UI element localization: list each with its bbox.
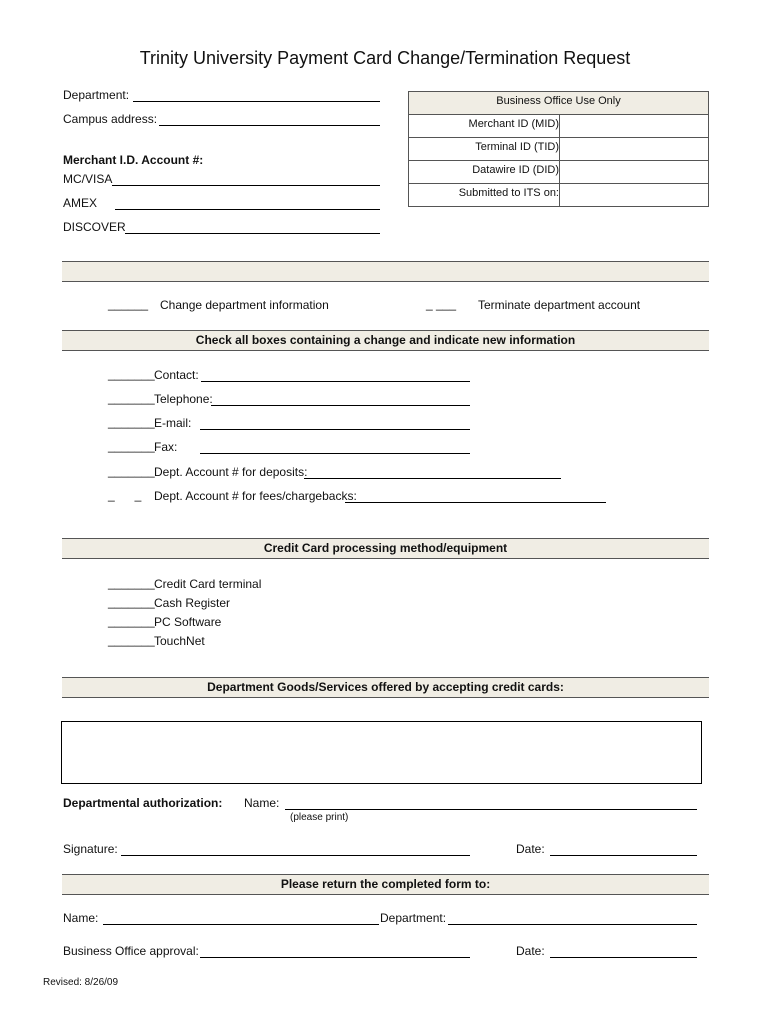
telephone-field[interactable] bbox=[211, 405, 470, 406]
email-prefix[interactable]: _______ bbox=[108, 415, 155, 429]
terminate-blank[interactable]: _ ___ bbox=[426, 297, 457, 311]
cash-register-prefix[interactable]: _______ bbox=[108, 595, 155, 609]
bo-label-its: Submitted to ITS on: bbox=[458, 187, 559, 199]
approval-label: Business Office approval: bbox=[63, 944, 199, 958]
bo-cell-its[interactable] bbox=[559, 183, 708, 206]
campus-address-field[interactable] bbox=[159, 125, 380, 126]
fax-prefix[interactable]: _______ bbox=[108, 439, 155, 453]
bo-cell-did[interactable] bbox=[559, 160, 708, 183]
signature-label: Signature: bbox=[63, 842, 118, 856]
change-blank[interactable]: ______ bbox=[108, 297, 149, 311]
change-label: Change department information bbox=[160, 298, 329, 312]
pc-software-prefix[interactable]: _______ bbox=[108, 614, 155, 628]
business-office-heading: Business Office Use Only bbox=[409, 92, 708, 115]
return-date-label: Date: bbox=[516, 944, 545, 958]
bo-label-tid: Terminal ID (TID) bbox=[475, 141, 559, 153]
approval-field[interactable] bbox=[200, 957, 470, 958]
discover-label: DISCOVER bbox=[63, 220, 126, 234]
processing-section-band bbox=[62, 538, 709, 559]
bo-row-its bbox=[409, 183, 708, 206]
contact-field[interactable] bbox=[201, 381, 470, 382]
telephone-prefix[interactable]: _______ bbox=[108, 391, 155, 405]
auth-date-label: Date: bbox=[516, 842, 545, 856]
goods-section-heading: Department Goods/Services offered by accepting credit cards: bbox=[207, 680, 564, 694]
discover-field[interactable] bbox=[125, 233, 380, 234]
touchnet-prefix[interactable]: _______ bbox=[108, 633, 155, 647]
page-title: Trinity University Payment Card Change/Termination Request bbox=[139, 48, 631, 68]
bo-label-mid: Merchant ID (MID) bbox=[468, 118, 559, 130]
cash-register-label: Cash Register bbox=[154, 596, 231, 610]
department-label: Department: bbox=[63, 88, 130, 102]
bo-cell-mid[interactable] bbox=[559, 114, 708, 137]
please-print-hint: (please print) bbox=[290, 812, 349, 823]
mcvisa-field[interactable] bbox=[112, 185, 380, 186]
terminate-label: Terminate department account bbox=[478, 298, 641, 312]
bo-cell-tid[interactable] bbox=[559, 137, 708, 160]
bo-label-did: Datawire ID (DID) bbox=[472, 164, 559, 176]
department-field[interactable] bbox=[133, 101, 380, 102]
auth-name-field[interactable] bbox=[285, 809, 697, 810]
business-office-table bbox=[408, 91, 709, 207]
change-section-heading: Check all boxes containing a change and indicate new information bbox=[195, 333, 576, 347]
bo-row-did bbox=[409, 160, 708, 184]
contact-prefix[interactable]: _______ bbox=[108, 367, 155, 381]
signature-field[interactable] bbox=[121, 855, 470, 856]
return-name-label: Name: bbox=[63, 911, 99, 925]
pc-software-label: PC Software bbox=[154, 615, 222, 629]
goods-services-textarea[interactable] bbox=[61, 721, 702, 784]
return-date-field[interactable] bbox=[550, 957, 697, 958]
blank-band bbox=[62, 261, 709, 282]
mcvisa-label: MC/VISA bbox=[63, 172, 113, 186]
email-field[interactable] bbox=[200, 429, 470, 430]
return-department-label: Department: bbox=[380, 911, 447, 925]
revised-date: Revised: 8/26/09 bbox=[43, 977, 119, 988]
return-department-field[interactable] bbox=[448, 924, 697, 925]
goods-section-band bbox=[62, 677, 709, 698]
bo-row-mid bbox=[409, 114, 708, 138]
amex-field[interactable] bbox=[115, 209, 380, 210]
deposits-prefix[interactable]: _______ bbox=[108, 464, 155, 478]
return-section-heading: Please return the completed form to: bbox=[280, 877, 491, 891]
deposits-label: Dept. Account # for deposits: bbox=[154, 465, 308, 479]
terminal-prefix[interactable]: _______ bbox=[108, 576, 155, 590]
contact-label: Contact: bbox=[154, 368, 199, 382]
deposits-field[interactable] bbox=[304, 478, 561, 479]
processing-section-heading: Credit Card processing method/equipment bbox=[263, 541, 508, 555]
email-label: E-mail: bbox=[154, 416, 192, 430]
fax-field[interactable] bbox=[200, 453, 470, 454]
campus-address-label: Campus address: bbox=[63, 112, 158, 126]
terminal-label: Credit Card terminal bbox=[154, 577, 262, 591]
auth-date-field[interactable] bbox=[550, 855, 697, 856]
fax-label: Fax: bbox=[154, 440, 178, 454]
fees-prefix[interactable]: _ _ bbox=[108, 488, 142, 502]
authorization-label: Departmental authorization: bbox=[63, 796, 223, 810]
return-section-band bbox=[62, 874, 709, 895]
change-section-band bbox=[62, 330, 709, 351]
amex-label: AMEX bbox=[63, 196, 98, 210]
auth-name-label: Name: bbox=[244, 796, 280, 810]
fees-field[interactable] bbox=[345, 502, 606, 503]
touchnet-label: TouchNet bbox=[154, 634, 205, 648]
return-name-field[interactable] bbox=[103, 924, 379, 925]
telephone-label: Telephone: bbox=[154, 392, 213, 406]
fees-label: Dept. Account # for fees/chargebacks: bbox=[154, 489, 357, 503]
merchant-heading: Merchant I.D. Account #: bbox=[63, 153, 204, 167]
bo-row-tid bbox=[409, 137, 708, 161]
